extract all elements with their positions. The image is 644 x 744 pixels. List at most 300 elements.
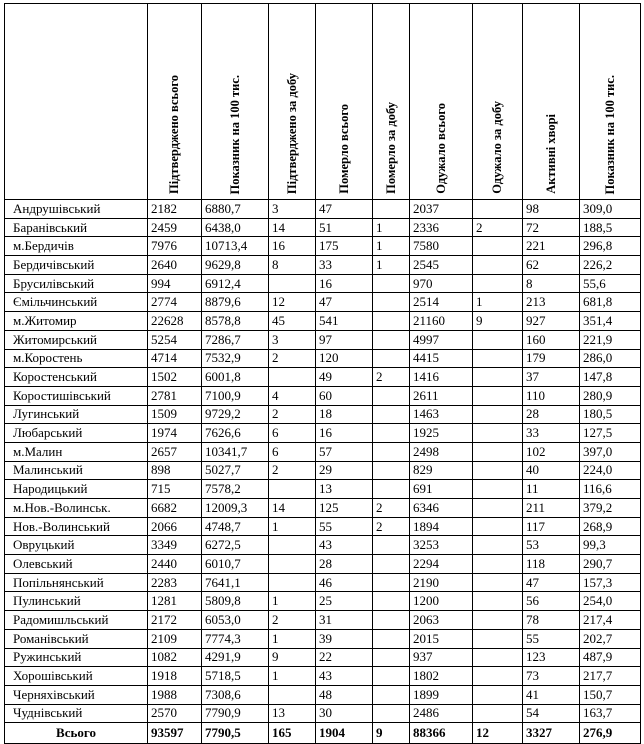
table-cell: 2570 <box>148 704 202 723</box>
table-cell: 4997 <box>410 330 473 349</box>
table-cell: 9 <box>473 312 523 331</box>
header-recovered-day: Одужало за добу <box>473 4 523 200</box>
table-cell: 9729,2 <box>202 405 269 424</box>
table-cell: 147,8 <box>580 368 641 387</box>
district-name: Ємільчинський <box>5 293 148 312</box>
table-cell: 33 <box>523 424 580 443</box>
table-cell: 43 <box>316 536 373 555</box>
table-cell: 43 <box>316 667 373 686</box>
table-cell <box>473 629 523 648</box>
table-cell: 48 <box>316 685 373 704</box>
table-cell: 62 <box>523 256 580 275</box>
table-row <box>5 386 641 405</box>
header-confirmed-day: Підтверджено за добу <box>269 4 316 200</box>
header-row <box>5 4 641 200</box>
table-row <box>5 256 641 275</box>
table-cell: 1463 <box>410 405 473 424</box>
table-cell: 4291,9 <box>202 648 269 667</box>
table-cell: 290,7 <box>580 555 641 574</box>
table-cell: 6 <box>269 424 316 443</box>
table-cell <box>269 480 316 499</box>
table-cell: 2 <box>373 499 410 518</box>
table-cell: 14 <box>269 218 316 237</box>
district-name: Попільнянський <box>5 573 148 592</box>
table-cell: 1 <box>269 667 316 686</box>
table-cell: 2640 <box>148 256 202 275</box>
table-cell: 2015 <box>410 629 473 648</box>
table-cell: 1509 <box>148 405 202 424</box>
table-cell: 157,3 <box>580 573 641 592</box>
table-cell: 7641,1 <box>202 573 269 592</box>
table-cell: 1 <box>373 218 410 237</box>
table-cell: 179 <box>523 349 580 368</box>
table-cell <box>473 256 523 275</box>
table-cell: 715 <box>148 480 202 499</box>
table-cell: 7626,6 <box>202 424 269 443</box>
table-cell: 3253 <box>410 536 473 555</box>
table-cell: 1 <box>373 237 410 256</box>
table-cell: 6912,4 <box>202 274 269 293</box>
table-cell: 29 <box>316 461 373 480</box>
table-cell: 98 <box>523 200 580 219</box>
table-cell: 28 <box>523 405 580 424</box>
table-cell <box>373 274 410 293</box>
table-cell: 120 <box>316 349 373 368</box>
district-name: Коростишівський <box>5 386 148 405</box>
table-row <box>5 405 641 424</box>
table-row <box>5 293 641 312</box>
table-cell: 102 <box>523 442 580 461</box>
table-cell: 6272,5 <box>202 536 269 555</box>
table-cell: 6001,8 <box>202 368 269 387</box>
table-cell: 280,9 <box>580 386 641 405</box>
table-cell: 6880,7 <box>202 200 269 219</box>
district-name: Коростенський <box>5 368 148 387</box>
table-cell: 221,9 <box>580 330 641 349</box>
table-row <box>5 200 641 219</box>
table-cell: 25 <box>316 592 373 611</box>
table-cell <box>473 536 523 555</box>
header-active: Активні хворі <box>523 4 580 200</box>
table-row <box>5 536 641 555</box>
table-row <box>5 424 641 443</box>
covid-district-table <box>4 3 641 744</box>
table-row <box>5 442 641 461</box>
table-cell: 30 <box>316 704 373 723</box>
table-cell: 1988 <box>148 685 202 704</box>
table-cell <box>473 405 523 424</box>
district-name: Пулинський <box>5 592 148 611</box>
table-cell: 51 <box>316 218 373 237</box>
table-cell: 49 <box>316 368 373 387</box>
table-cell <box>473 330 523 349</box>
table-cell: 2 <box>473 218 523 237</box>
district-name: Житомирський <box>5 330 148 349</box>
table-cell: 72 <box>523 218 580 237</box>
table-cell: 994 <box>148 274 202 293</box>
table-cell: 1 <box>473 293 523 312</box>
table-cell: 1281 <box>148 592 202 611</box>
table-cell <box>373 293 410 312</box>
table-cell: 7308,6 <box>202 685 269 704</box>
total-label: Всього <box>5 723 148 744</box>
district-name: Народицький <box>5 480 148 499</box>
table-cell: 2 <box>269 461 316 480</box>
table-cell <box>373 442 410 461</box>
table-cell: 4714 <box>148 349 202 368</box>
district-name: Баранівський <box>5 218 148 237</box>
table-cell: 9629,8 <box>202 256 269 275</box>
table-cell: 2514 <box>410 293 473 312</box>
table-cell: 21160 <box>410 312 473 331</box>
table-cell: 2781 <box>148 386 202 405</box>
table-cell: 41 <box>523 685 580 704</box>
table-cell <box>373 405 410 424</box>
table-cell: 1925 <box>410 424 473 443</box>
table-cell: 150,7 <box>580 685 641 704</box>
table-row <box>5 274 641 293</box>
district-name: Чуднівський <box>5 704 148 723</box>
table-cell: 2459 <box>148 218 202 237</box>
table-cell: 180,5 <box>580 405 641 424</box>
table-cell: 118 <box>523 555 580 574</box>
table-cell <box>373 648 410 667</box>
table-cell <box>373 629 410 648</box>
table-cell: 1 <box>269 629 316 648</box>
table-cell: 541 <box>316 312 373 331</box>
table-cell <box>269 685 316 704</box>
table-row <box>5 592 641 611</box>
table-cell: 6 <box>269 442 316 461</box>
district-name: Андрушівський <box>5 200 148 219</box>
table-cell: 5027,7 <box>202 461 269 480</box>
table-cell: 898 <box>148 461 202 480</box>
table-cell: 22 <box>316 648 373 667</box>
table-cell: 217,4 <box>580 611 641 630</box>
table-cell: 16 <box>269 237 316 256</box>
table-cell: 7100,9 <box>202 386 269 405</box>
table-cell <box>473 442 523 461</box>
total-cell: 93597 <box>148 723 202 744</box>
table-cell: 53 <box>523 536 580 555</box>
table-cell: 927 <box>523 312 580 331</box>
table-cell <box>473 704 523 723</box>
table-cell <box>473 685 523 704</box>
table-cell: 2066 <box>148 517 202 536</box>
header-died-day: Померло за добу <box>373 4 410 200</box>
table-row <box>5 480 641 499</box>
table-cell: 8578,8 <box>202 312 269 331</box>
table-cell <box>473 461 523 480</box>
table-cell: 1082 <box>148 648 202 667</box>
table-cell: 47 <box>523 573 580 592</box>
table-cell: 6053,0 <box>202 611 269 630</box>
table-cell: 2486 <box>410 704 473 723</box>
table-cell <box>373 573 410 592</box>
table-cell: 6438,0 <box>202 218 269 237</box>
district-name: м.Нов.-Волинськ. <box>5 499 148 518</box>
district-name: Нов.-Волинський <box>5 517 148 536</box>
table-row <box>5 704 641 723</box>
table-cell: 5254 <box>148 330 202 349</box>
table-cell: 2172 <box>148 611 202 630</box>
table-cell <box>373 611 410 630</box>
table-cell: 110 <box>523 386 580 405</box>
table-cell: 2657 <box>148 442 202 461</box>
district-name: Черняхівський <box>5 685 148 704</box>
table-cell <box>373 685 410 704</box>
table-cell: 1200 <box>410 592 473 611</box>
table-row <box>5 218 641 237</box>
table-cell <box>473 499 523 518</box>
district-name: м.Житомир <box>5 312 148 331</box>
district-name: Овруцький <box>5 536 148 555</box>
table-cell: 11 <box>523 480 580 499</box>
table-cell: 7580 <box>410 237 473 256</box>
table-cell: 46 <box>316 573 373 592</box>
total-cell: 12 <box>473 723 523 744</box>
table-row <box>5 312 641 331</box>
table-row <box>5 685 641 704</box>
table-cell: 829 <box>410 461 473 480</box>
table-cell: 7790,9 <box>202 704 269 723</box>
table-row <box>5 349 641 368</box>
table-row <box>5 461 641 480</box>
table-cell: 13 <box>269 704 316 723</box>
header-district <box>5 4 148 200</box>
table-cell: 2774 <box>148 293 202 312</box>
table-cell <box>473 611 523 630</box>
table-cell <box>373 704 410 723</box>
total-cell: 276,9 <box>580 723 641 744</box>
table-cell: 163,7 <box>580 704 641 723</box>
table-cell: 18 <box>316 405 373 424</box>
table-cell: 351,4 <box>580 312 641 331</box>
table-cell: 78 <box>523 611 580 630</box>
table-cell: 2336 <box>410 218 473 237</box>
table-cell: 2611 <box>410 386 473 405</box>
table-cell: 56 <box>523 592 580 611</box>
table-cell: 2 <box>373 368 410 387</box>
table-cell: 2037 <box>410 200 473 219</box>
table-cell <box>473 667 523 686</box>
table-cell: 7578,2 <box>202 480 269 499</box>
table-cell: 1802 <box>410 667 473 686</box>
table-cell: 1899 <box>410 685 473 704</box>
table-row <box>5 499 641 518</box>
table-cell: 286,0 <box>580 349 641 368</box>
table-cell <box>473 573 523 592</box>
table-cell: 2283 <box>148 573 202 592</box>
district-name: Бердичівський <box>5 256 148 275</box>
table-cell <box>473 237 523 256</box>
table-cell: 39 <box>316 629 373 648</box>
table-cell <box>473 274 523 293</box>
table-cell: 2440 <box>148 555 202 574</box>
table-cell: 45 <box>269 312 316 331</box>
table-cell: 2063 <box>410 611 473 630</box>
table-cell: 217,7 <box>580 667 641 686</box>
table-cell: 16 <box>316 274 373 293</box>
table-cell <box>373 536 410 555</box>
table-cell: 2 <box>373 517 410 536</box>
table-row <box>5 237 641 256</box>
table-cell <box>473 648 523 667</box>
header-confirmed-total: Підтверджено всього <box>148 4 202 200</box>
table-cell: 5718,5 <box>202 667 269 686</box>
table-cell <box>473 200 523 219</box>
table-cell: 188,5 <box>580 218 641 237</box>
table-cell: 970 <box>410 274 473 293</box>
table-row <box>5 368 641 387</box>
table-cell <box>373 461 410 480</box>
table-cell: 211 <box>523 499 580 518</box>
table-cell: 123 <box>523 648 580 667</box>
table-cell: 2182 <box>148 200 202 219</box>
table-cell: 224,0 <box>580 461 641 480</box>
table-cell: 226,2 <box>580 256 641 275</box>
table-cell: 1 <box>373 256 410 275</box>
district-name: м.Коростень <box>5 349 148 368</box>
table-cell: 37 <box>523 368 580 387</box>
table-cell <box>269 368 316 387</box>
table-row <box>5 648 641 667</box>
table-cell: 13 <box>316 480 373 499</box>
table-cell: 55,6 <box>580 274 641 293</box>
table-cell: 3349 <box>148 536 202 555</box>
table-cell <box>473 424 523 443</box>
table-cell: 10341,7 <box>202 442 269 461</box>
table-cell: 681,8 <box>580 293 641 312</box>
table-cell <box>373 424 410 443</box>
table-cell: 221 <box>523 237 580 256</box>
table-cell: 1974 <box>148 424 202 443</box>
table-cell: 691 <box>410 480 473 499</box>
table-cell: 127,5 <box>580 424 641 443</box>
table-cell: 6346 <box>410 499 473 518</box>
table-cell: 125 <box>316 499 373 518</box>
table-row <box>5 555 641 574</box>
table-cell: 4 <box>269 386 316 405</box>
table-cell: 7976 <box>148 237 202 256</box>
table-cell: 73 <box>523 667 580 686</box>
district-name: Лугинський <box>5 405 148 424</box>
table-cell <box>473 386 523 405</box>
table-cell: 10713,4 <box>202 237 269 256</box>
table-cell: 116,6 <box>580 480 641 499</box>
table-cell: 8879,6 <box>202 293 269 312</box>
table-cell <box>473 480 523 499</box>
table-row <box>5 517 641 536</box>
table-cell <box>373 386 410 405</box>
district-name: м.Бердичів <box>5 237 148 256</box>
table-cell <box>373 667 410 686</box>
table-cell: 397,0 <box>580 442 641 461</box>
table-cell: 4415 <box>410 349 473 368</box>
table-cell: 47 <box>316 200 373 219</box>
table-cell: 54 <box>523 704 580 723</box>
table-cell: 7286,7 <box>202 330 269 349</box>
table-cell: 7774,3 <box>202 629 269 648</box>
table-cell <box>373 349 410 368</box>
table-cell <box>269 555 316 574</box>
table-cell: 2109 <box>148 629 202 648</box>
table-cell: 22628 <box>148 312 202 331</box>
table-cell: 160 <box>523 330 580 349</box>
table-cell: 3 <box>269 330 316 349</box>
table-cell: 8 <box>269 256 316 275</box>
table-cell: 1 <box>269 592 316 611</box>
table-cell: 2294 <box>410 555 473 574</box>
table-cell: 1 <box>269 517 316 536</box>
table-cell: 99,3 <box>580 536 641 555</box>
table-cell: 47 <box>316 293 373 312</box>
table-cell: 117 <box>523 517 580 536</box>
table-cell: 8 <box>523 274 580 293</box>
total-cell: 9 <box>373 723 410 744</box>
table-cell: 2 <box>269 349 316 368</box>
table-cell: 3 <box>269 200 316 219</box>
table-cell: 213 <box>523 293 580 312</box>
table-cell: 2 <box>269 405 316 424</box>
total-cell: 3327 <box>523 723 580 744</box>
table-cell: 60 <box>316 386 373 405</box>
table-cell: 97 <box>316 330 373 349</box>
table-cell <box>373 330 410 349</box>
table-cell <box>473 368 523 387</box>
table-cell: 6010,7 <box>202 555 269 574</box>
total-cell: 7790,5 <box>202 723 269 744</box>
table-cell <box>473 517 523 536</box>
table-cell: 7532,9 <box>202 349 269 368</box>
table-cell: 5809,8 <box>202 592 269 611</box>
table-cell <box>473 555 523 574</box>
table-cell <box>269 536 316 555</box>
district-name: Малинський <box>5 461 148 480</box>
table-cell: 202,7 <box>580 629 641 648</box>
table-cell: 12009,3 <box>202 499 269 518</box>
table-cell: 9 <box>269 648 316 667</box>
district-name: Хорошівський <box>5 667 148 686</box>
table-cell <box>373 592 410 611</box>
table-cell: 254,0 <box>580 592 641 611</box>
table-cell: 2 <box>269 611 316 630</box>
table-cell: 268,9 <box>580 517 641 536</box>
district-name: Брусилівський <box>5 274 148 293</box>
table-cell: 14 <box>269 499 316 518</box>
district-name: Олевський <box>5 555 148 574</box>
table-row <box>5 629 641 648</box>
table-cell: 6682 <box>148 499 202 518</box>
table-cell <box>473 592 523 611</box>
table-cell: 55 <box>316 517 373 536</box>
table-cell: 937 <box>410 648 473 667</box>
table-cell: 2545 <box>410 256 473 275</box>
table-cell: 309,0 <box>580 200 641 219</box>
table-cell: 33 <box>316 256 373 275</box>
table-cell: 379,2 <box>580 499 641 518</box>
table-cell <box>269 274 316 293</box>
table-cell <box>269 573 316 592</box>
table-cell <box>373 555 410 574</box>
table-cell <box>373 200 410 219</box>
table-cell: 55 <box>523 629 580 648</box>
table-cell <box>373 312 410 331</box>
table-cell: 175 <box>316 237 373 256</box>
total-cell: 165 <box>269 723 316 744</box>
header-rate-per-100k: Показник на 100 тис. <box>202 4 269 200</box>
district-name: Романівський <box>5 629 148 648</box>
